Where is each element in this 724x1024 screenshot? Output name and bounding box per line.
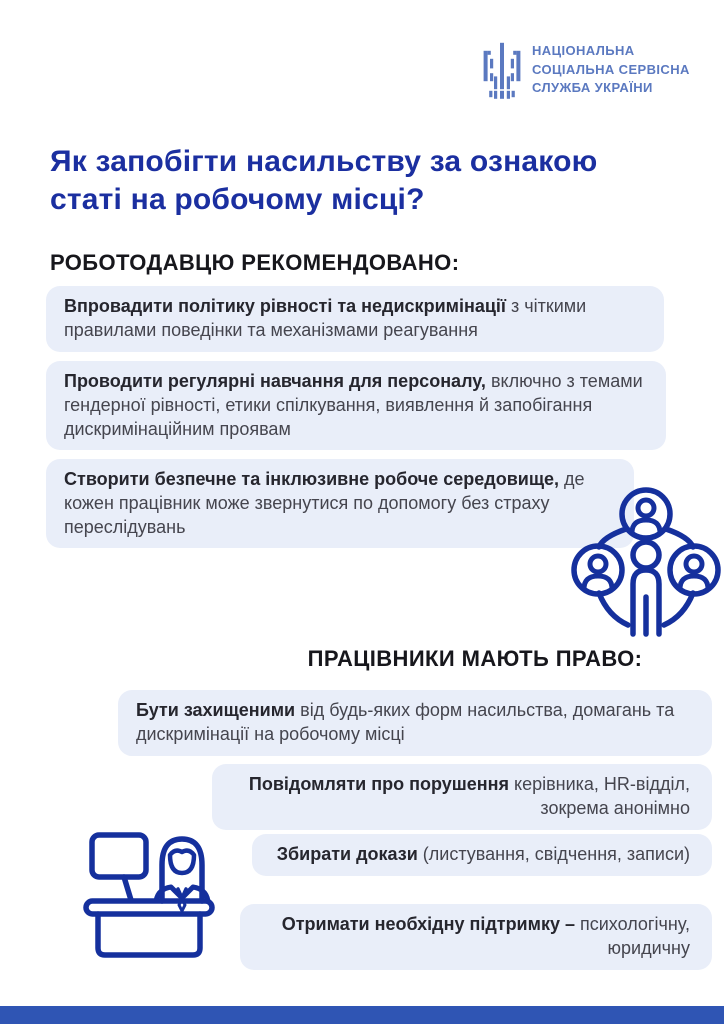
page-title: Як запобігти насильству за ознакою статі на робочому місці? <box>50 145 598 216</box>
employer-item-1-text: з чіткими правилами поведінки та механізмами реагування <box>64 296 587 340</box>
employer-item-2 <box>46 361 666 450</box>
org-name-line2: СОЦІАЛЬНА СЕРВІСНА <box>532 61 690 77</box>
worker-right-2-bold: Повідомляти про порушення <box>248 774 509 794</box>
workers-section-heading: ПРАЦІВНИКИ МАЮТЬ ПРАВО: <box>307 646 643 671</box>
people-network-icon <box>570 484 722 644</box>
worker-right-4-text: психологічну, юридичну <box>574 914 690 958</box>
employer-item-1 <box>46 286 664 352</box>
worker-right-1-text: від будь-яких форм насильства, домагань та дискримінації на робочому місці <box>136 700 675 744</box>
employer-item-2-text: включно з темами гендерної рівності, етики спілкування, виявлення й запобігання дискримінаційним проявам <box>64 371 643 439</box>
employer-item-2-bold: Проводити регулярні навчання для персоналу, <box>64 371 486 391</box>
org-logo <box>482 36 690 104</box>
employer-item-3-bold: Створити безпечне та інклюзивне робоче середовище, <box>64 469 560 489</box>
worker-right-4-bold: Отримати необхідну підтримку – <box>281 914 575 934</box>
worker-right-3 <box>252 834 712 876</box>
employer-item-1-bold: Впровадити політику рівності та недискримінації <box>64 296 506 316</box>
worker-right-3-text: (листування, свідчення, записи) <box>417 844 690 864</box>
org-name-line1: НАЦІОНАЛЬНА <box>532 43 635 59</box>
employer-item-3-text: де кожен працівник може звернутися по допомогу без страху переслідувань <box>64 469 585 537</box>
worker-right-3-bold: Збирати докази <box>276 844 418 864</box>
worker-right-2-text: керівника, HR-відділ, зокрема анонімно <box>508 774 690 818</box>
worker-right-2 <box>212 764 712 830</box>
worker-right-1-bold: Бути захищеними <box>136 700 296 720</box>
worker-right-4 <box>240 904 712 970</box>
worker-right-1 <box>118 690 712 756</box>
footer-accent-bar <box>0 1006 724 1024</box>
employer-section-heading: РОБОТОДАВЦЮ РЕКОМЕНДОВАНО: <box>50 250 460 275</box>
woman-at-desk-icon <box>74 810 224 958</box>
employer-item-3 <box>46 459 634 548</box>
org-name <box>532 42 690 97</box>
trident-logo-icon <box>482 36 522 104</box>
org-name-line3: СЛУЖБА УКРАЇНИ <box>532 80 653 96</box>
